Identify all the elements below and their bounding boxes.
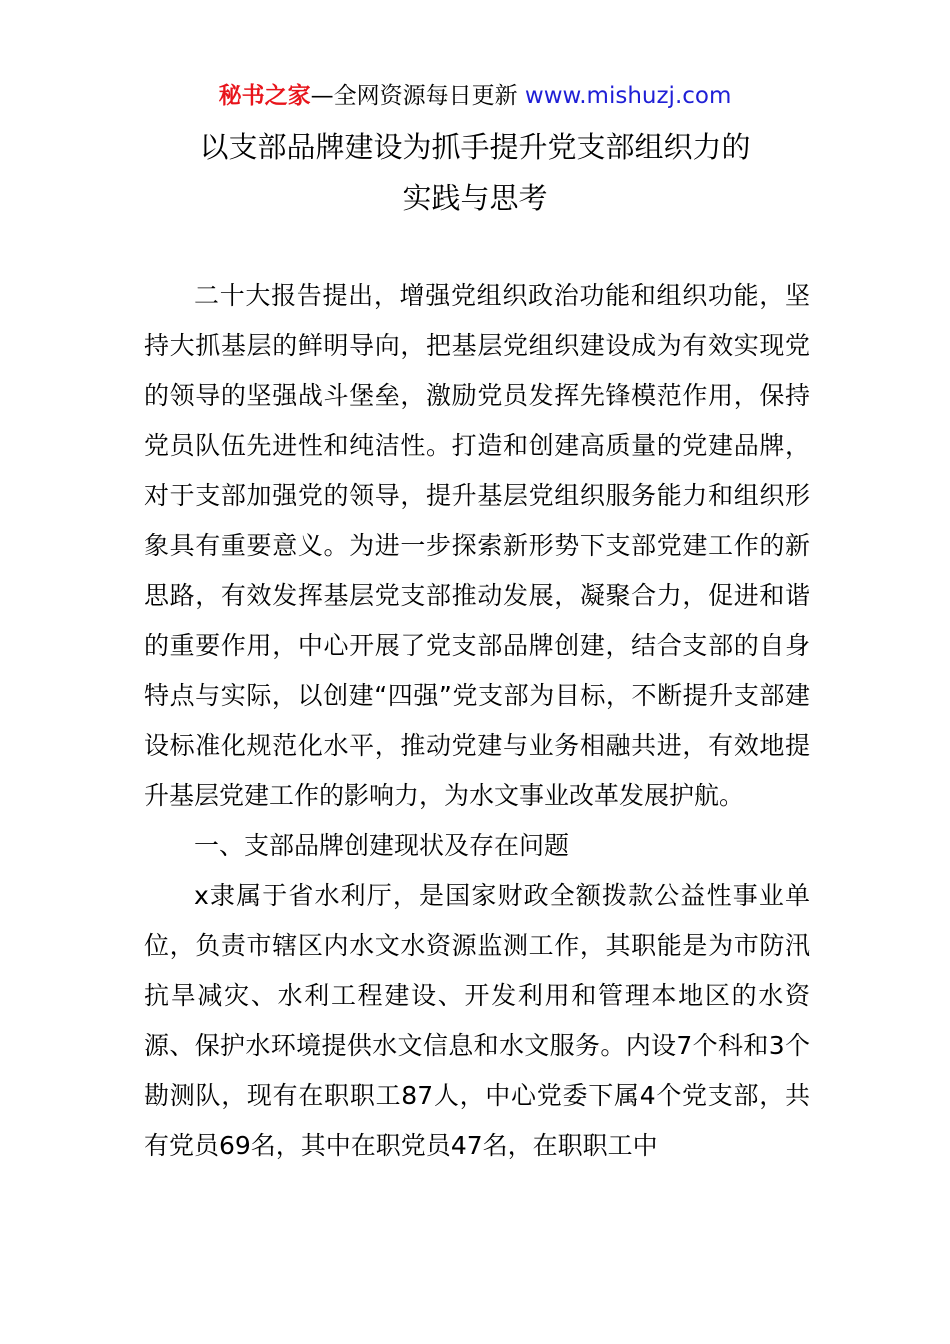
body-paragraph-status: x隶属于省水利厅，是国家财政全额拨款公益性事业单位，负责市辖区内水文水资源监测工作，其职能是为市防汛抗旱减灾、水利工程建设、开发利用和管理本地区的水资源、保护水环境提供水文信息和水文服务。内设7个科和3个勘测队，现有在职职工87人，中心党委下属4个党支部，共有党员69名，其中在职党员47名，在职职工中	[144, 881, 810, 1160]
site-tagline: —全网资源每日更新	[310, 83, 525, 109]
site-brand: 秘书之家	[218, 83, 311, 109]
body-paragraph-intro: 二十大报告提出，增强党组织政治功能和组织功能，坚持大抓基层的鲜明导向，把基层党组织建设成为有效实现党的领导的坚强战斗堡垒，激励党员发挥先锋模范作用，保持党员队伍先进性和纯洁性。打造和创建高质量的党建品牌，对于支部加强党的领导，提升基层党组织服务能力和组织形象具有重要意义。为进一步探索新形势下支部党建工作的新思路，有效发挥基层党支部推动发展，凝聚合力，促进和谐的重要作用，中心开展了党支部品牌创建，结合支部的自身特点与实际，以创建“四强”党支部为目标，不断提升支部建设标准化规范化水平，推动党建与业务相融共进，有效地提升基层党建工作的影响力，为水文事业改革发展护航。	[144, 281, 810, 810]
document-title-line-1: 以支部品牌建设为抓手提升党支部组织力的	[199, 130, 751, 164]
document-body	[144, 271, 810, 1171]
document-title-line-2: 实践与思考	[402, 181, 548, 215]
section-heading-1: 一、支部品牌创建现状及存在问题	[194, 831, 570, 860]
site-url-link[interactable]: www.mishuzj.com	[524, 83, 732, 109]
site-header	[0, 80, 950, 112]
